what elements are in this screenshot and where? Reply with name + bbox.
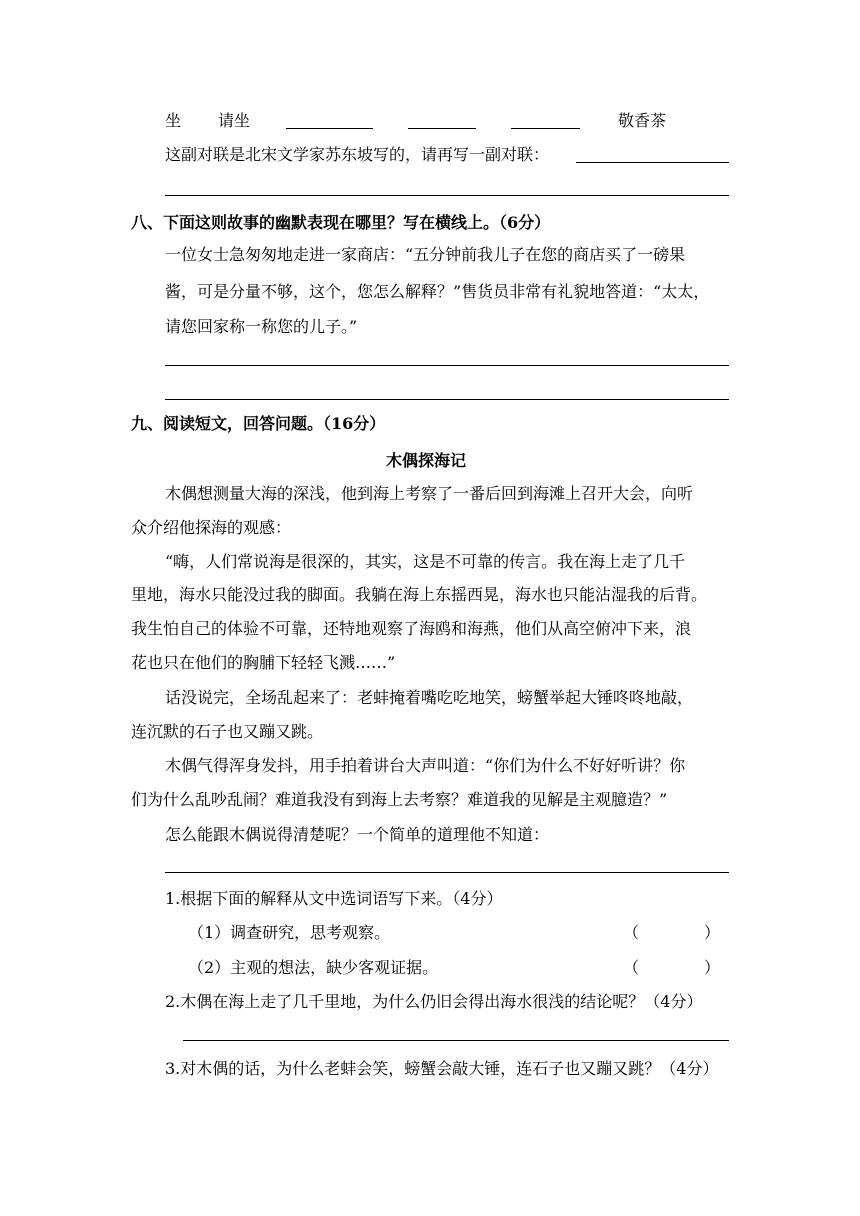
question-1-item-2-paren-close: ） — [704, 958, 721, 977]
couplet-blank-3[interactable] — [511, 128, 580, 129]
couplet-word-2: 请坐 — [218, 111, 251, 130]
question-1: 1.根据下面的解释从文中选词语写下来。（4分） — [165, 889, 503, 908]
section-8-answer-line-2[interactable] — [165, 399, 729, 400]
passage-line-5: 我生怕自己的体验不可靠，还特地观察了海鸥和海燕，他们从高空俯冲下来，浪 — [131, 619, 692, 638]
passage-line-10: 们为什么乱吵乱闹？难道我没有到海上去考察？难道我的见解是主观臆造？” — [131, 790, 668, 809]
question-1-item-2-paren-open: （ — [623, 958, 640, 977]
story-line-1: 一位女士急匆匆地走进一家商店：“五分钟前我儿子在您的商店买了一磅果 — [165, 245, 686, 264]
couplet-blank-1[interactable] — [286, 128, 373, 129]
question-1-item-1-paren-close: ） — [704, 923, 721, 942]
question-1-item-1-paren-open: （ — [623, 923, 640, 942]
passage-line-9: 木偶气得浑身发抖，用手拍着讲台大声叫道：“你们为什么不好好听讲？你 — [165, 756, 686, 775]
couplet-answer-blank-1[interactable] — [576, 162, 729, 163]
passage-line-3: “嗨，人们常说海是很深的，其实，这是不可靠的传言。我在海上走了几千 — [165, 552, 686, 571]
section-8-heading: 八、下面这则故事的幽默表现在哪里？写在横线上。（6分） — [131, 213, 551, 232]
couplet-instruction: 这副对联是北宋文学家苏东坡写的，请再写一副对联： — [165, 145, 550, 164]
story-line-3: 请您回家称一称您的儿子。” — [165, 317, 358, 336]
passage-answer-line[interactable] — [165, 872, 729, 873]
passage-line-4: 里地，海水只能没过我的脚面。我躺在海上东摇西晃，海水也只能沾湿我的后背。 — [131, 585, 708, 604]
couplet-blank-2[interactable] — [408, 128, 476, 129]
section-8-answer-line-1[interactable] — [165, 365, 729, 366]
story-line-2: 酱，可是分量不够，这个，您怎么解释？”售货员非常有礼貌地答道：“太太， — [165, 282, 710, 301]
passage-line-6: 花也只在他们的胸脯下轻轻飞溅……” — [131, 653, 396, 672]
couplet-answer-blank-2[interactable] — [165, 195, 729, 196]
couplet-word-1: 坐 — [165, 111, 182, 130]
passage-line-8: 连沉默的石子也又蹦又跳。 — [131, 722, 324, 741]
question-1-item-1: （1）调查研究，思考观察。 — [188, 923, 391, 942]
section-9-heading: 九、阅读短文，回答问题。（16分） — [131, 414, 386, 433]
passage-line-7: 话没说完，全场乱起来了：老蚌掩着嘴吃吃地笑，螃蟹举起大锤咚咚地敲， — [165, 688, 694, 707]
passage-line-11: 怎么能跟木偶说得清楚呢？一个简单的道理他不知道： — [165, 825, 550, 844]
question-2-answer-line[interactable] — [183, 1040, 729, 1041]
question-1-item-2: （2）主观的想法，缺少客观证据。 — [188, 958, 439, 977]
passage-line-1: 木偶想测量大海的深浅，他到海上考察了一番后回到海滩上召开大会，向听 — [165, 484, 694, 503]
question-3: 3.对木偶的话，为什么老蚌会笑，螃蟹会敲大锤，连石子也又蹦又跳？（4分） — [165, 1059, 719, 1078]
question-2: 2.木偶在海上走了几千里地，为什么仍旧会得出海水很浅的结论呢？（4分） — [165, 992, 703, 1011]
passage-title: 木偶探海记 — [386, 451, 467, 470]
passage-line-2: 众介绍他探海的观感： — [131, 518, 292, 537]
couplet-word-3: 敬香茶 — [618, 111, 667, 130]
